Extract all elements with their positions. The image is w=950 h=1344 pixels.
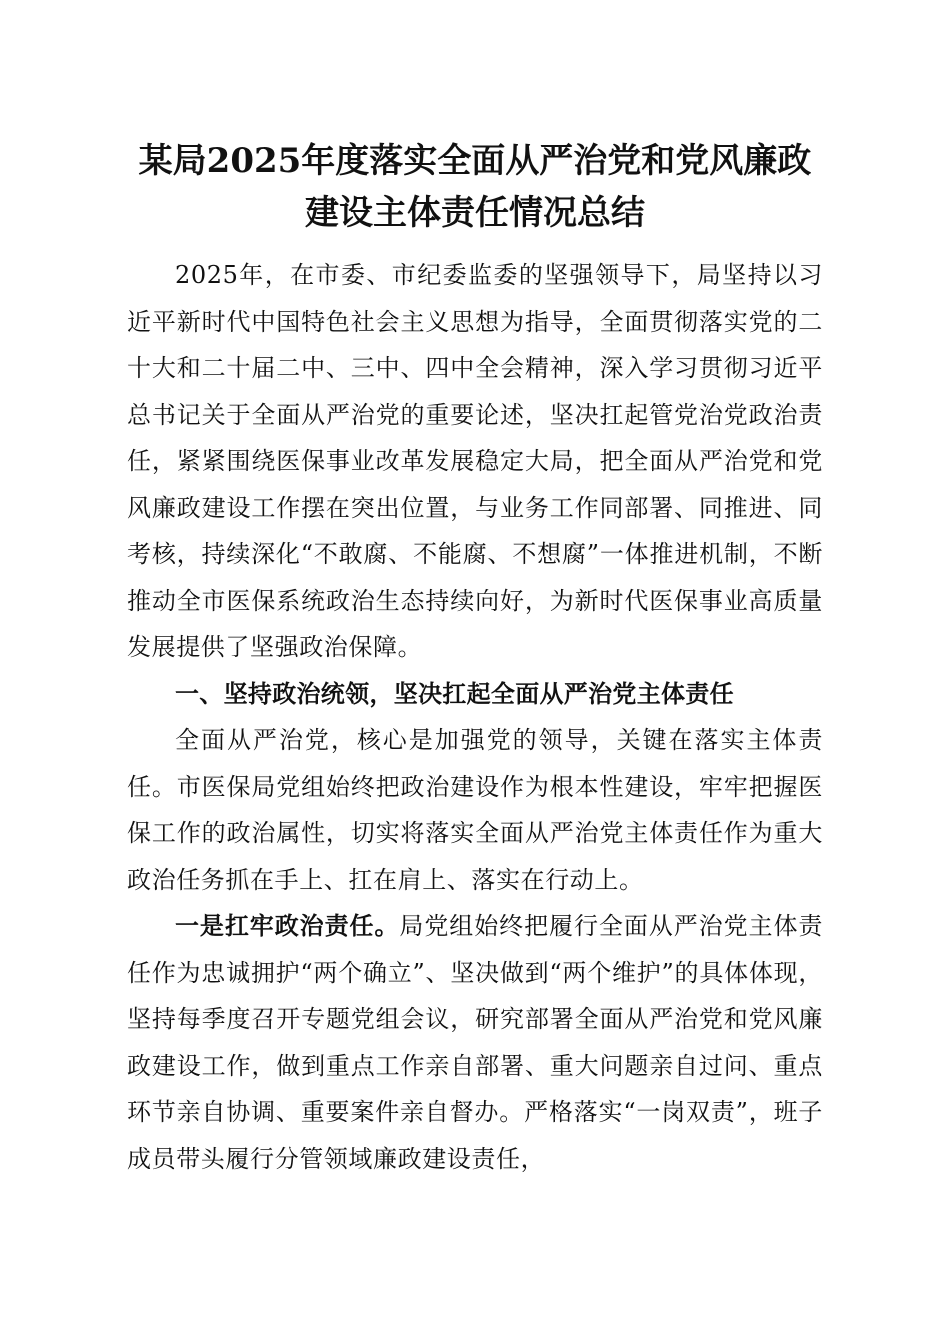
intro-paragraph: 2025年，在市委、市纪委监委的坚强领导下，局坚持以习近平新时代中国特色社会主义思想为指导，全面贯彻落实党的二十大和二十届二中、三中、四中全会精神，深入学习贯彻习近平总书记关于全面从严治党的重要论述，坚决扛起管党治党政治责任，紧紧围绕医保事业改革发展稳定大局，把全面从严治党和党风廉政建设工作摆在突出位置，与业务工作同部署、同推进、同考核，持续深化“不敢腐、不能腐、不想腐”一体推进机制，不断推动全市医保系统政治生态持续向好，为新时代医保事业高质量发展提供了坚强政治保障。	[127, 261, 823, 661]
point-1-paragraph	[127, 903, 823, 1182]
section-1-paragraph: 全面从严治党，核心是加强党的领导，关键在落实主体责任。市医保局党组始终把政治建设作为根本性建设，牢牢把握医保工作的政治属性，切实将落实全面从严治党主体责任作为重大政治任务抓在手上、扛在肩上、落实在行动上。	[127, 726, 823, 894]
title-line-1: 某局2025年度落实全面从严治党和党风廉政	[138, 141, 812, 181]
point-1-text: 局党组始终把履行全面从严治党主体责任作为忠诚拥护“两个确立”、坚决做到“两个维护”的具体体现，坚持每季度召开专题党组会议，研究部署全面从严治党和党风廉政建设工作，做到重点工作亲自部署、重大问题亲自过问、重点环节亲自协调、重要案件亲自督办。严格落实“一岗双责”，班子成员带头履行分管领域廉政建设责任，	[127, 912, 823, 1173]
document-body	[127, 252, 823, 1182]
title-line-2: 建设主体责任情况总结	[305, 193, 645, 233]
point-1-lead: 一是扛牢政治责任。	[175, 912, 400, 940]
section-1-heading: 一、坚持政治统领，坚决扛起全面从严治党主体责任	[175, 679, 734, 708]
document-title	[100, 135, 850, 239]
